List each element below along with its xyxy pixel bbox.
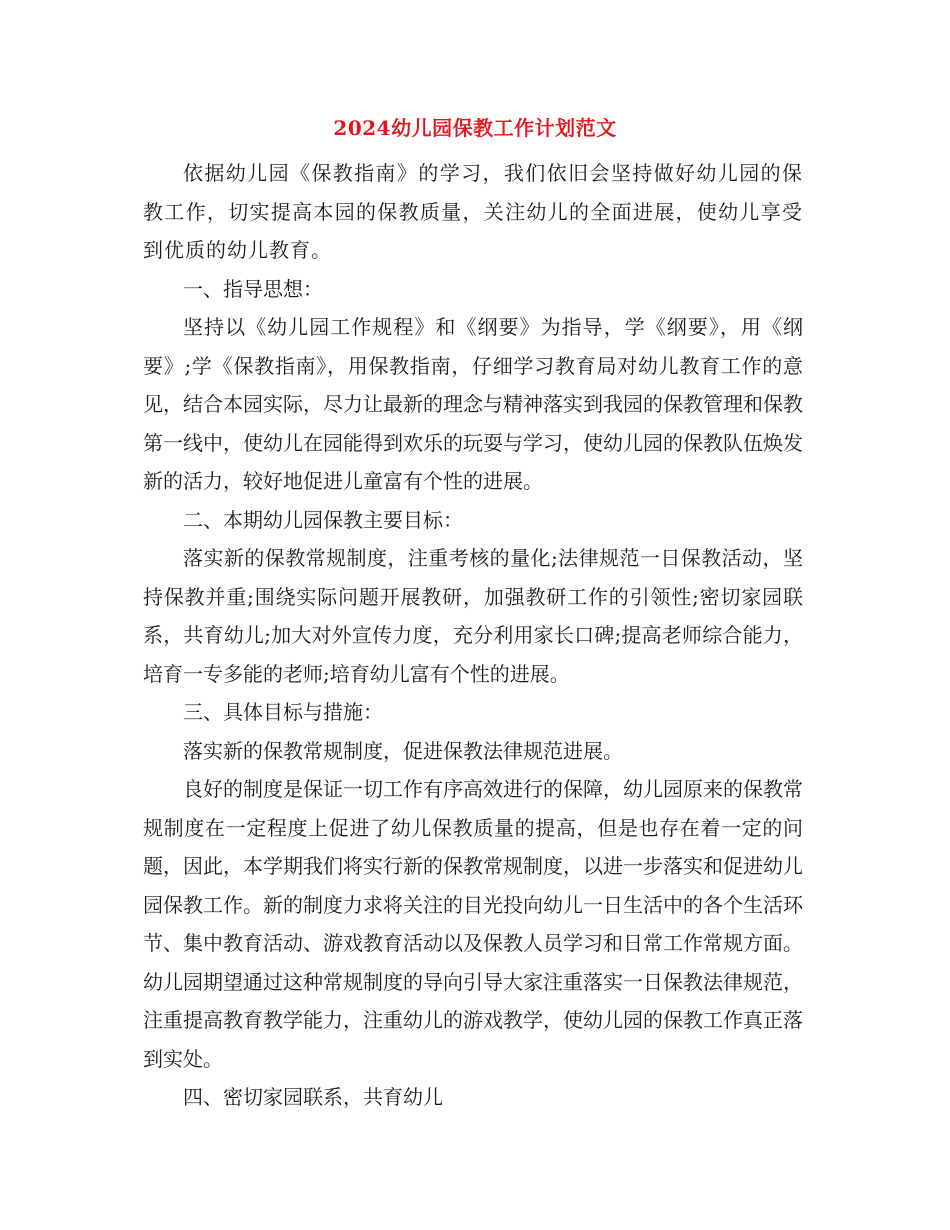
heading-main-goals: 二、本期幼儿园保教主要目标： [183,507,463,532]
paragraph-intro: 依据幼儿园《保教指南》的学习，我们依旧会坚持做好幼儿园的保教工作，切实提高本园的保教质量，关注幼儿的全面进展，使幼儿享受到优质的幼儿教育。 [143,161,803,262]
heading-goals-measures: 三、具体目标与措施： [183,700,383,724]
heading-home-school: 四、密切家园联系，共育幼儿 [183,1085,443,1109]
document-body [143,154,803,1117]
document-title: 2024幼儿园保教工作计划范文 [333,116,617,140]
paragraph-main-goals: 落实新的保教常规制度，注重考核的量化;法律规范一日保教活动，坚持保教并重;围绕实际问题开展教研，加强教研工作的引领性;密切家园联系，共育幼儿;加大对外宣传力度，充分利用家长口碑;提高老师综合能力，培育一专多能的老师;培育幼儿富有个性的进展。 [143,546,803,686]
heading-guiding-thought: 一、指导思想： [183,276,323,301]
paragraph-guiding-thought: 坚持以《幼儿园工作规程》和《纲要》为指导，学《纲要》，用《纲要》;学《保教指南》，用保教指南，仔细学习教育局对幼儿教育工作的意见，结合本园实际，尽力让最新的理念与精神落实到我园的保教管理和保教第一线中，使幼儿在园能得到欢乐的玩耍与学习，使幼儿园的保教队伍焕发新的活力，较好地促进儿童富有个性的进展。 [143,315,803,493]
paragraph-goals-summary: 落实新的保教常规制度，促进保教法律规范进展。 [183,738,623,763]
paragraph-system-details: 良好的制度是保证一切工作有序高效进行的保障，幼儿园原来的保教常规制度在一定程度上促进了幼儿保教质量的提高，但是也存在着一定的问题，因此，本学期我们将实行新的保教常规制度，以进一步落实和促进幼儿园保教工作。新的制度力求将关注的目光投向幼儿一日生活中的各个生活环节、集中教育活动、游戏教育活动以及保教人员学习和日常工作常规方面。幼儿园期望通过这种常规制度的导向引导大家注重落实一日保教法律规范，注重提高教育教学能力，注重幼儿的游戏教学，使幼儿园的保教工作真正落到实处。 [143,777,803,1071]
